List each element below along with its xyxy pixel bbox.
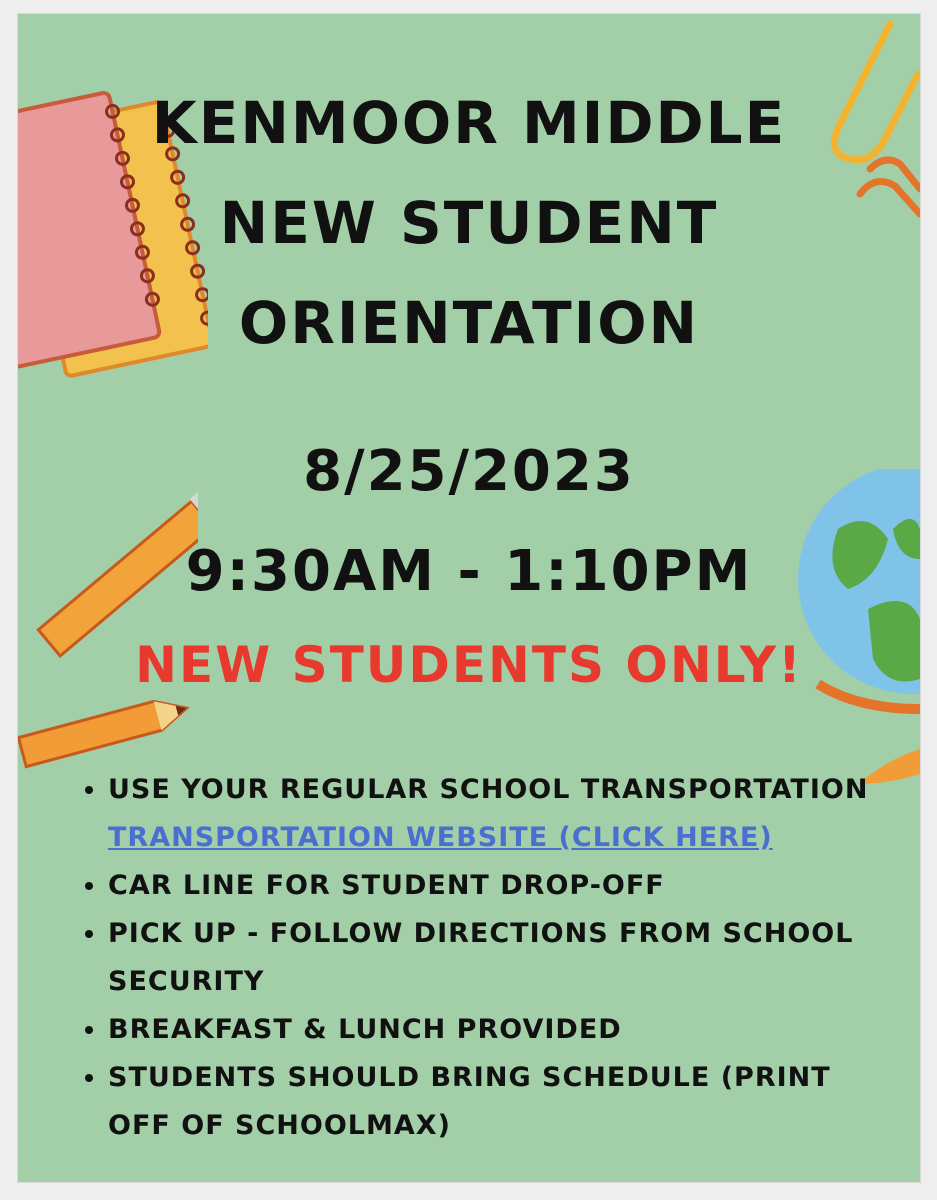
- list-item: • CAR LINE FOR STUDENT DROP-OFF: [108, 862, 898, 910]
- pencil-illustration: [18, 484, 198, 774]
- new-students-alert: NEW STUDENTS ONLY!: [135, 636, 803, 694]
- event-time: 9:30AM - 1:10PM: [185, 539, 753, 604]
- event-date: 8/25/2023: [303, 439, 635, 504]
- transport-text: USE YOUR REGULAR SCHOOL TRANSPORTATION: [108, 774, 869, 805]
- info-list: [74, 766, 898, 1150]
- list-item: • BREAKFAST & LUNCH PROVIDED: [108, 1006, 898, 1054]
- list-item: • PICK UP - FOLLOW DIRECTIONS FROM SCHOOL SECURITY: [108, 910, 898, 1006]
- flyer-page: [18, 14, 920, 1182]
- title-line-2: NEW STUDENT: [219, 189, 719, 257]
- transportation-website-link[interactable]: TRANSPORTATION WEBSITE (CLICK HERE): [108, 822, 773, 853]
- list-item: • STUDENTS SHOULD BRING SCHEDULE (PRINT OFF OF SCHOOLMAX): [108, 1054, 898, 1150]
- title-line-1: KENMOOR MIDDLE: [151, 89, 787, 157]
- list-item: [108, 766, 898, 862]
- title-line-3: ORIENTATION: [238, 289, 700, 357]
- globe-illustration: [798, 469, 920, 799]
